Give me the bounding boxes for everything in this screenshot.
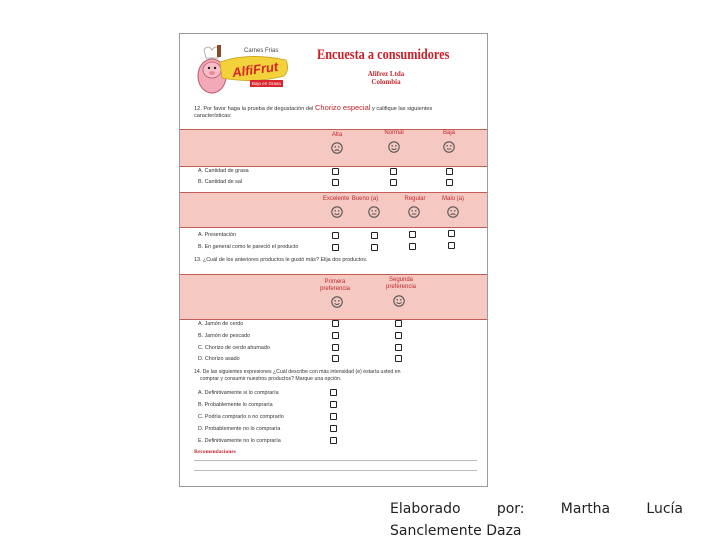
logo-sub-text: Bajo en Grasa (252, 81, 281, 86)
checkbox-sal-alta[interactable] (332, 179, 339, 186)
survey-title: Encuesta a consumidores (317, 47, 450, 63)
survey-document (179, 33, 488, 487)
checkbox-definitivamente-no[interactable] (330, 437, 337, 444)
credit-line-1 (390, 498, 683, 520)
sad-face-icon (447, 206, 459, 218)
company-country: Colombia (371, 78, 401, 86)
row-definitivamente-si: A. Definitivamente si lo compraría (198, 390, 279, 396)
recommendations-line-2[interactable] (194, 470, 477, 471)
scale1-baja: Baja (442, 130, 455, 136)
checkbox-general-bueno[interactable] (371, 244, 378, 251)
row-probablemente-si: B. Probablemente lo compraría (198, 402, 273, 408)
company-block (346, 70, 426, 86)
first-preference-line2: preferencia (319, 286, 351, 292)
happy-face-icon (331, 296, 343, 308)
scale1-alta: Alta (331, 132, 343, 138)
checkbox-pescado-first[interactable] (332, 332, 339, 339)
q12-suffix: y califique las siguientes (372, 106, 433, 112)
sad-face-icon (331, 142, 343, 154)
checkbox-presentacion-malo[interactable] (448, 230, 455, 237)
scale2-bueno: Bueno (a) (351, 196, 379, 202)
credit-line-2: Sanclemente Daza (390, 523, 522, 539)
checkbox-probablemente-no[interactable] (330, 425, 337, 432)
company-name: Alifrez Ltda (367, 70, 405, 78)
second-preference-line2: preferencia (385, 284, 417, 290)
row-podria: C. Podría comprarlo o no comprarlo (198, 414, 284, 420)
credit-word-3: Martha (560, 501, 611, 517)
logo-brand-text: AlfiFrut (231, 58, 280, 81)
credit-word-1: Elaborado (390, 501, 461, 517)
row-definitivamente-no: E. Definitivamente no lo compraría (198, 438, 281, 444)
checkbox-sal-baja[interactable] (446, 179, 453, 186)
credit-word-2: por: (496, 501, 525, 517)
logo-top-text: Carnes Frias (244, 48, 279, 54)
q12-prefix: 12. Por favor haga la prueba de degustación del (194, 106, 314, 112)
neutral-face-icon (368, 206, 380, 218)
checkbox-presentacion-regular[interactable] (409, 231, 416, 238)
checkbox-definitivamente-si[interactable] (330, 389, 337, 396)
row-jamon-cerdo: A. Jamón de cerdo (198, 321, 244, 327)
neutral-face-icon (443, 141, 455, 153)
first-preference (310, 279, 360, 293)
row-presentacion: A. Presentación (198, 232, 237, 238)
scale1-normal: Normal (384, 130, 404, 136)
checkbox-grasa-normal[interactable] (390, 168, 397, 175)
checkbox-general-excelente[interactable] (332, 244, 339, 251)
row-probablemente-no: D. Probablemente no lo compraría (198, 426, 281, 432)
row-chorizo-asado: D. Chorizo asado (198, 356, 240, 362)
row-en-general: B. En general como le pareció el producto (198, 244, 299, 250)
q12-line2: características: (194, 113, 232, 119)
happy-face-icon (331, 206, 343, 218)
neutral-face-icon (408, 206, 420, 218)
checkbox-grasa-baja[interactable] (446, 168, 453, 175)
scale2-excelente: Excelente (322, 196, 350, 202)
checkbox-general-regular[interactable] (409, 243, 416, 250)
row-chorizo-ahumado: C. Chorizo de cerdo ahumado (198, 345, 270, 351)
q12-product: Chorizo especial (314, 103, 371, 112)
checkbox-podria[interactable] (330, 413, 337, 420)
row-cantidad-sal: B. Cantidad de sal (198, 179, 243, 185)
first-preference-line1: Primera (324, 279, 346, 285)
question-13: 13. ¿Cuál de los anteriores productos le gustó más? Elija dos productos. (194, 257, 368, 263)
checkbox-grasa-alta[interactable] (332, 168, 339, 175)
q14-line1: 14. De las siguientes expresiones ¿Cuál describe con más intensidad (e) estaría usted en (194, 369, 401, 375)
q14-line2: comprar y consumir nuestros productos? Marque una opción. (200, 376, 342, 382)
second-preference-line1: Segunda (388, 277, 414, 283)
recommendations-label: Recomendaciones (194, 449, 236, 455)
happy-face-icon (388, 141, 400, 153)
row-cantidad-grasa: A. Cantidad de grasa (198, 168, 249, 174)
recommendations-line-1[interactable] (194, 460, 477, 461)
question-12 (194, 104, 479, 120)
row-jamon-pescado: B. Jamón de pescado (198, 333, 251, 339)
checkbox-cerdo-first[interactable] (332, 320, 339, 327)
checkbox-asado-second[interactable] (395, 355, 402, 362)
checkbox-presentacion-bueno[interactable] (371, 232, 378, 239)
scale2-regular: Regular (404, 196, 426, 202)
checkbox-general-malo[interactable] (448, 242, 455, 249)
checkbox-presentacion-excelente[interactable] (332, 232, 339, 239)
author-credit (390, 498, 683, 542)
credit-word-4: Lucía (646, 501, 683, 517)
brand-logo (192, 40, 304, 112)
checkbox-sal-normal[interactable] (390, 179, 397, 186)
question-14 (194, 369, 400, 383)
checkbox-ahumado-first[interactable] (332, 344, 339, 351)
checkbox-ahumado-second[interactable] (395, 344, 402, 351)
second-preference (376, 277, 426, 291)
checkbox-cerdo-second[interactable] (395, 320, 402, 327)
checkbox-pescado-second[interactable] (395, 332, 402, 339)
scale2-malo: Malo (a) (441, 196, 464, 202)
happy-face-icon (393, 295, 405, 307)
checkbox-probablemente-si[interactable] (330, 401, 337, 408)
checkbox-asado-first[interactable] (332, 355, 339, 362)
